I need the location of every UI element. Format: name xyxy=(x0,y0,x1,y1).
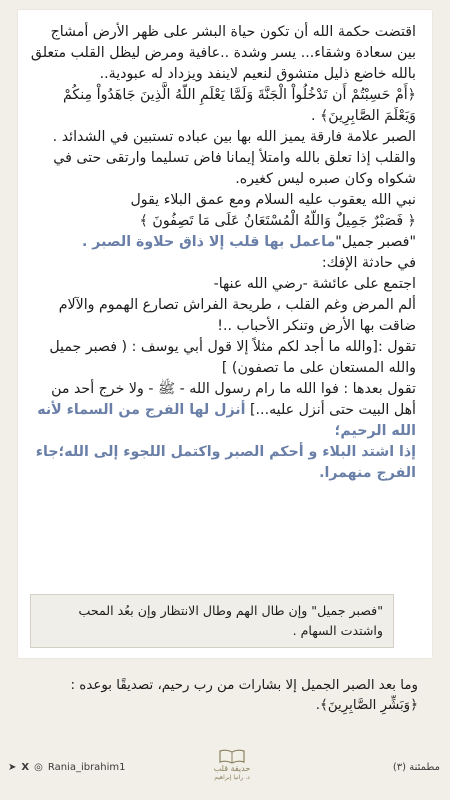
paragraph-aisha-quote: تقول :[والله ما أجد لكم مثلاً إلا قول أبي يوسف : ( فصبر جميل والله المستعان على ما تصفون) ] xyxy=(49,339,416,376)
social-links xyxy=(8,762,126,773)
revelation-highlight: أنزل لها الفرج من السماء لأنه الله الرحيم؛ xyxy=(37,402,416,439)
telegram-icon[interactable]: ➤ xyxy=(8,762,17,773)
quran-verse-2: ﴿ فَصَبْرٌ جَمِيلٌ وَاللّهُ الْمُسْتَعَانُ عَلَى مَا تَصِفُونَ ﴾ xyxy=(139,213,416,229)
sabr-jamil-highlight: ماعمل بها قلب إلا ذاق حلاوة الصبر . xyxy=(81,234,336,250)
instagram-icon[interactable]: ◎ xyxy=(34,762,43,773)
paragraph-conclusion: إذا اشتد البلاء و أحكم الصبر واكتمل اللجوء إلى الله؛جاء الفرج منهمرا. xyxy=(35,444,416,481)
footer xyxy=(0,746,450,800)
paragraph-sabr-jamil xyxy=(28,232,416,253)
x-icon[interactable]: X xyxy=(21,762,30,773)
logo-subtitle: د. رانيا إبراهيم xyxy=(214,774,250,781)
paragraph-ifk: في حادثة الإفك: xyxy=(321,255,416,271)
quran-verse-1: ﴿أَمْ حَسِبْتُمْ أَن تَدْخُلُواْ الْجَنَّةَ وَلَمَّا يَعْلَمِ اللّهُ الَّذِينَ جَاهَدُواْ مِنكُمْ وَيَعْلَمَ الصَّابِرِينَ﴾ . xyxy=(62,87,416,124)
paragraph-heart: والقلب إذا تعلق بالله وامتلأ إيمانا فاض تسليما وارتقى حتى في شكواه وكان صبره ليس كغيره. xyxy=(53,150,416,187)
paragraph-yaqub: نبي الله يعقوب عليه السلام ومع عمق البلاء يقول xyxy=(130,192,416,208)
article-body xyxy=(28,22,416,484)
sabr-jamil-label: "فصبر جميل" xyxy=(335,234,416,250)
logo-title: حديقة قلب xyxy=(213,764,251,773)
social-handle: Rania_ibrahim1 xyxy=(47,762,126,773)
page-label: مطمئنة (٣) xyxy=(392,762,440,773)
quote-text: "فصبر جميل" وإن طال الهم وطال الانتظار وإن بعُد المحب واشتدت السهام . xyxy=(78,603,383,638)
paragraph-intro: اقتضت حكمة الله أن تكون حياة البشر على ظهر الأرض أمشاج بين سعادة وشقاء... يسر وشدة ..عافية ومرض ليظل القلب متعلق بالله خاضع ذليل متشوق لنعيم لاينفد ويزداد له عبودية.. xyxy=(30,24,416,82)
book-icon xyxy=(219,748,245,764)
paragraph-aisha: اجتمع على عائشة -رضي الله عنها- xyxy=(213,276,416,292)
paragraph-illness: ألم المرض وغم القلب ، طريحة الفراش تصارع الهموم والآلام ضاقت بها الأرض وتنكر الأحباب ..! xyxy=(58,297,416,334)
revelation-text: تقول بعدها : فوا الله ما رام رسول الله - ﷺ - ولا خرج أحد من أهل البيت حتى أنزل عليه...] xyxy=(51,381,416,418)
quote-box xyxy=(30,594,394,648)
paragraph-revelation xyxy=(28,379,416,442)
paragraph-patience: الصبر علامة فارقة يميز الله بها بين عباده تستبين في الشدائد . xyxy=(52,129,416,145)
brand-logo xyxy=(210,748,254,788)
outro-text: وما بعد الصبر الجميل إلا بشارات من رب رحيم، تصديقًا بوعده : ﴿وَبَشِّرِ الصَّابِرِينَ﴾. xyxy=(70,678,418,713)
